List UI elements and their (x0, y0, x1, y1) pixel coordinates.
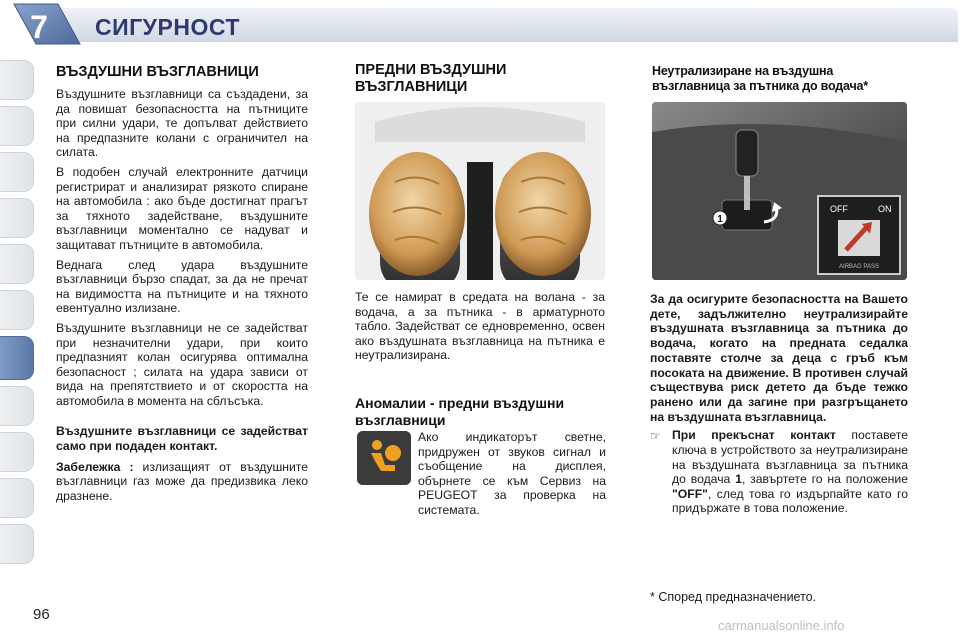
chapter-tab[interactable] (0, 106, 34, 146)
chapter-tab[interactable] (0, 386, 34, 426)
gas-note (56, 460, 308, 504)
paragraph: Въздушните възглавници са създадени, за да повишат безопасността на пътниците при силни удари, те допълват действието на предпазните колани с ограничител на силата. (56, 87, 308, 160)
paragraph: Въздушните възглавници не се задействат при незначителни удари, при които предпазният колан осигурява оптимална безопасност ; силата на удара зависи от вида на препятствието и от скоростта на автомобила в момента на сблъсъка. (56, 320, 308, 408)
chapter-number: 7 (30, 9, 48, 45)
inset-on-label: ON (878, 204, 892, 214)
hand-pointer-icon: ☞ (650, 429, 661, 444)
front-airbags-heading-block (355, 62, 605, 96)
passenger-airbag-column (650, 292, 908, 516)
watermark: carmanualsonline.info (718, 618, 845, 633)
deactivation-switch-illustration (652, 102, 907, 280)
chapter-tab[interactable] (0, 60, 34, 100)
instruction-bold: При прекъснат контакт (672, 428, 836, 443)
deactivation-instruction (650, 428, 908, 516)
section-heading: ВЪЗДУШНИ ВЪЗГЛАВНИЦИ (56, 64, 259, 80)
callout-number: 1 (717, 214, 723, 225)
footnote: * Според предназначението. (650, 590, 817, 604)
airbag-warning-icon (357, 431, 411, 485)
page-number: 96 (33, 606, 50, 623)
instruction-text (672, 428, 908, 516)
ignition-note: Въздушните възглавници се задействат само при подаден контакт. (56, 424, 308, 454)
chapter-tab[interactable] (0, 478, 34, 518)
instruction-part: , завъртете го на положение (741, 472, 908, 487)
instruction-part: поставете ключа в устройството за неутрализиране на въздушната възглавница за пътника до водача (672, 428, 909, 487)
note-text: излизащият от въздушните възглавници газ може да предизвика леко дразнене. (56, 459, 309, 503)
front-airbags-column (355, 290, 605, 434)
chapter-tab[interactable] (0, 244, 34, 284)
inset-airbag-label: AIRBAG PASS (839, 264, 879, 270)
chapter-tab[interactable] (0, 524, 34, 564)
front-airbags-illustration (355, 102, 605, 280)
inset-off-label: OFF (830, 204, 848, 214)
airbag-inflation-drawing (355, 102, 605, 280)
chapter-title: СИГУРНОСТ (95, 14, 240, 40)
airbags-intro-column (56, 64, 308, 503)
chapter-tab-active[interactable] (0, 336, 34, 380)
chapter-tab[interactable] (0, 198, 34, 238)
instruction-part: , след това го издърпайте като го придържате в това положение. (672, 486, 908, 516)
paragraph: Те се намират в средата на волана - за водача, а за пътника - в арматурното табло. Задействат се едновременно, освен ако въздушната възглавница на пътника е неутрализирана. (355, 290, 605, 363)
child-seat-warning: За да осигурите безопасността на Вашето дете, задължително неутрализирайте въздушната възглавница за пътника до водача, когато на предната седалка поставяте столче за деца с гръб към посоката на движение. В противен случай съществува риск детето да бъде тежко ранено или да загине при разгръщането на въздушната възглавница. (650, 292, 908, 424)
paragraph: Веднага след удара въздушните възглавници бързо спадат, за да не пречат на видимостта на пътниците и на тяхното евентуално излизане. (56, 257, 308, 316)
section-heading: ПРЕДНИ ВЪЗДУШНИ ВЪЗГЛАВНИЦИ (355, 62, 507, 95)
key-switch-drawing (652, 102, 907, 280)
chapter-tab[interactable] (0, 290, 34, 330)
passenger-airbag-heading-block (652, 64, 910, 94)
note-label: Забележка : (56, 459, 134, 474)
paragraph: В подобен случай електронните датчици регистрират и анализират рязкото спиране на автомобила : ако бъде достигнат прагът за тяхното задействане, въздушните възглавници моментално се надуват и защитават пътниците в автомобила. (56, 164, 308, 252)
chapter-tabs (0, 60, 40, 580)
anomaly-heading: Аномалии - предни въздушни възглавници (355, 394, 565, 428)
anomaly-text-block (418, 430, 606, 518)
paragraph: Ако индикаторът светне, придружен от звуков сигнал и съобщение на дисплея, обърнете се към Сервиз на PEUGEOT за проверка на системата. (418, 430, 606, 517)
chapter-tab[interactable] (0, 152, 34, 192)
section-heading: Неутрализиране на въздушна възглавница за пътника до водача* (652, 64, 868, 93)
instruction-off: "OFF" (672, 486, 708, 501)
instruction-number: 1 (735, 472, 742, 487)
chapter-tab[interactable] (0, 432, 34, 472)
airbag-icon (357, 431, 411, 485)
chapter-header (0, 0, 960, 50)
